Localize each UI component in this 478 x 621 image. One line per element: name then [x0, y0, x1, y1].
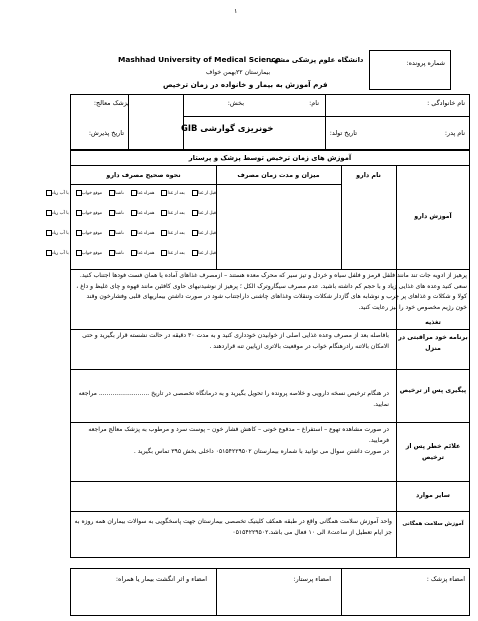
name-label: نام: [309, 99, 319, 107]
usage-option-label: با آب زیاد [51, 191, 69, 196]
usage-option-label: همراه غذا [136, 231, 155, 236]
usage-option [159, 207, 184, 220]
usage-option-label: بعد از غذا [167, 191, 185, 196]
university-name-fa: دانشگاه علوم پزشکی مشهد [270, 56, 364, 64]
section-title: آموزش های زمان ترخیص توسط پزشک و پرستار [188, 154, 352, 162]
usage-option-label: با آب زیاد [51, 251, 69, 256]
usage-option [44, 247, 69, 260]
usage-option [44, 187, 69, 200]
usage-option [190, 227, 216, 240]
col-drug-name: نام دارو [356, 171, 381, 179]
family-name-label: نام خانوادگی : [427, 99, 465, 107]
usage-option [159, 227, 184, 240]
home-care-label: برنامه خود مراقبتی در منزل [398, 334, 468, 352]
public-health-label: آموزش سلامت همگانی [402, 521, 464, 527]
followup-label: پیگیری پس از ترخیص [399, 387, 467, 394]
university-name-en: Mashhad University of Medical Science [118, 55, 281, 64]
usage-option-label: همراه غذا [136, 191, 155, 196]
doctor-label: پزشک معالج: [93, 99, 129, 107]
public-health-text: واحد آموزش سلامت همگانی واقع در طبقه همکف کلینیک تخصصی بیمارستان جهت پاسخگویی به سوالات بیماران همه روزه به جز ایام تعطیل از ساعت۸ الی ۱۰ فعال می باشد.۰۵۱۵۴۲۲۹۵۰۲ [74, 518, 392, 536]
usage-option [107, 187, 124, 200]
usage-option [190, 207, 216, 220]
usage-option-label: ناشتا [115, 251, 124, 256]
usage-option-label: بعد از غذا [167, 251, 185, 256]
medication-education-label: آموزش دارو [414, 213, 452, 220]
usage-option-label: ناشتا [115, 231, 124, 236]
followup-text: در هنگام ترخیص نسخه دارویی و خلاصه پرونده را تحویل بگیرید و به درمانگاه تخصصی در تاریخ .......................... مراجعه نمایید. [78, 390, 389, 408]
med-options-row [51, 207, 216, 220]
usage-option-label: با آب زیاد [51, 231, 69, 236]
usage-option [74, 207, 102, 220]
med-options-row [51, 227, 216, 240]
usage-option [159, 187, 184, 200]
birth-date-label: تاریخ تولد: [329, 129, 357, 137]
usage-option-label: ناشتا [115, 191, 124, 196]
admission-date-label: تاریخ پذیرش: [88, 129, 124, 137]
nutrition-label: تغذیه [425, 319, 441, 326]
col-usage-method: نحوه صحیح مصرف دارو [106, 171, 181, 179]
usage-option [74, 227, 102, 240]
patient-info-box [70, 94, 470, 150]
file-number-box [369, 50, 451, 90]
usage-option-label: همراه غذا [136, 211, 155, 216]
other-items-label: سایر موارد [416, 492, 450, 499]
usage-option-label: قبل از غذا [197, 231, 216, 236]
usage-option-label: موقع خواب [81, 191, 103, 196]
form-title: فرم آموزش به بیمار و خانواده در زمان ترخیص [163, 80, 328, 89]
usage-option-label: قبل از غذا [197, 191, 216, 196]
disease-title: خونریزی گوارشی GIB [181, 123, 274, 133]
signatures-box [70, 568, 470, 616]
usage-method-cell [51, 187, 216, 269]
col-dose-duration: میزان و مدت زمان مصرف [237, 171, 320, 179]
usage-option-label: همراه غذا [136, 251, 155, 256]
usage-option [74, 247, 102, 260]
usage-option-label: موقع خواب [81, 251, 103, 256]
hospital-name: بیمارستان ۲۲بهمن خواف [206, 69, 271, 76]
usage-option-label: بعد از غذا [167, 231, 185, 236]
usage-option-label: قبل از غذا [197, 251, 216, 256]
usage-option [129, 227, 155, 240]
med-options-row [51, 247, 216, 260]
usage-option [129, 247, 155, 260]
usage-option-label: ناشتا [115, 211, 124, 216]
education-table [51, 150, 470, 558]
usage-option [159, 247, 184, 260]
usage-option [74, 187, 102, 200]
usage-option-label: قبل از غذا [197, 211, 216, 216]
usage-option [107, 227, 124, 240]
usage-option [107, 207, 124, 220]
file-number-label: شماره پرونده: [406, 59, 445, 67]
usage-option-label: با آب زیاد [51, 211, 69, 216]
usage-option [129, 207, 155, 220]
patient-signature-label: امضاء و اثر انگشت بیمار یا همراه: [115, 575, 207, 583]
warning-signs-label: علائم خطر پس از ترخیص [405, 443, 461, 461]
usage-option [129, 187, 155, 200]
home-care-text: بافاصله بعد از مصرف وعده غذایی اصلی از خوابیدن خودداری کنید و به مدت ۳۰ دقیقه در حالت نشسته قرار بگیرید و حتی الامکان بالاتنه رادرهنگام خواب در موقعیت بالاتری ازپایین تنه قراردهند . [82, 332, 389, 350]
warning-text-1: در صورت مشاهده تهوع – استفراغ – مدفوع خونی – کاهش فشار خون – پوست سرد و مرطوب به پزشک معالج مراجعه فرمایید. [88, 426, 389, 444]
usage-option [190, 247, 216, 260]
usage-option [190, 187, 216, 200]
usage-option-label: موقع خواب [81, 211, 103, 216]
nurse-signature-label: امضاء پرستار: [293, 575, 331, 583]
usage-option-label: موقع خواب [81, 231, 103, 236]
med-options-row [51, 187, 216, 200]
usage-option [107, 247, 124, 260]
department-label: بخش: [227, 99, 244, 107]
usage-option-label: بعد از غذا [167, 211, 185, 216]
warning-text-2: در صورت داشتن سوال می توانید با شماره بیمارستان ۰۵۱۵۴۲۲۹۵۰۲ داخلی بخش ۳۹۵ تماس بگیرید . [133, 448, 389, 455]
usage-option [44, 207, 69, 220]
page-number: ۱ [234, 7, 238, 15]
doctor-signature-label: امضاء پزشک : [426, 575, 465, 583]
nutrition-text: پرهیز از ادویه جات تند مانند فلفل قرمز و فلفل سیاه و خردل و تیز سیر که محرک معده هستند – ازمصرف غذاهای آماده یا همان فست فودها اجتناب کنید. سعی کنید وعده های غذایی زیاد و با حجم کم داشته باشید. عدم مصرف سیگاروترک الکل ؛ پرهیز از نوشیدنیهای حاوی کافئین مانند قهوه و چای غلیظ و داغ ، کولا و شکلات و غذاهای پر چرب و نوشابه های گازدار شکلات وتنقلات وغذاهای چاشنی داراجتناب شود در صورت داشتن بیماریهای قلبی وفشارخون وقند خون رژیم مخصوص خود را نیز رعایت کنید. [76, 272, 467, 311]
usage-option [44, 227, 69, 240]
father-name-label: نام پدر: [444, 129, 465, 137]
